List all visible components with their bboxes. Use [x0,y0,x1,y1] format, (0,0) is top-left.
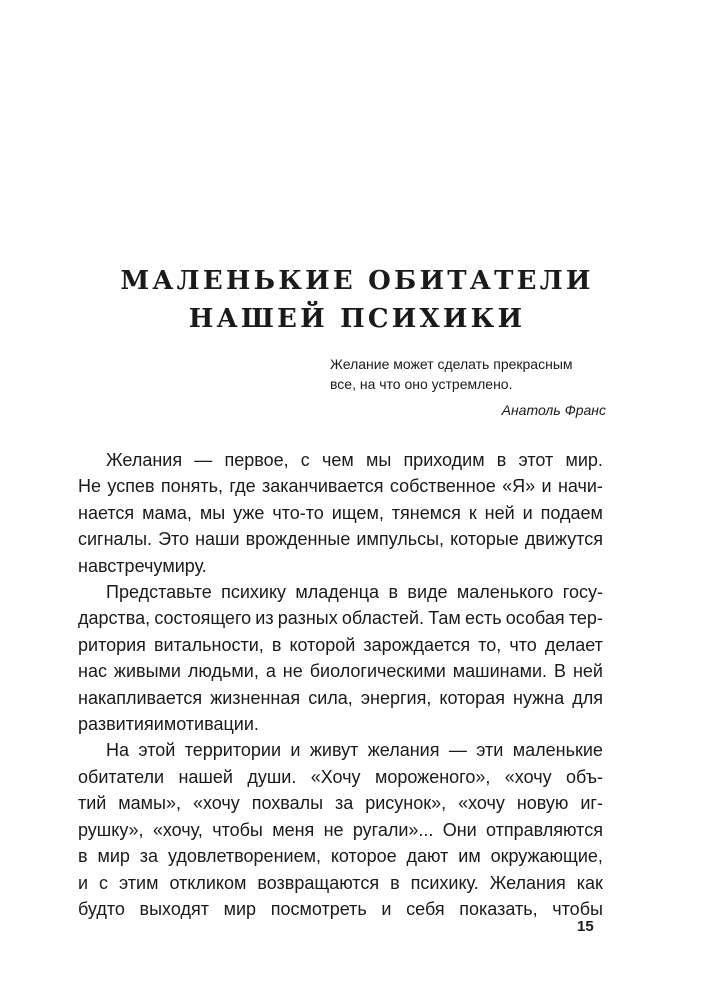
paragraph [78,447,603,579]
epigraph-quote [330,354,630,394]
text-line: Представьте психику младенца в виде маленького госу- [106,582,603,603]
epigraph-quote-line: Желание может сделать прекрасным [330,356,573,372]
text-line: сигналы. Это наши врожденные импульсы, которые движутся [78,529,603,550]
text-line: тий мамы», «хочу похвалы за рисунок», «хочу новую иг- [78,793,603,814]
text-line: развития и мотивации. [78,714,259,735]
text-line: обитатели нашей души. «Хочу мороженого», «хочу объ- [78,766,603,787]
text-line: навстречу миру. [78,555,207,576]
text-line: нас живыми людьми, а не биологическими машинами. В ней [78,661,603,682]
text-line: в мир за удовлетворением, которое дают им окружающие, [78,846,603,867]
text-line: будто выходят мир посмотреть и себя показать, чтобы [78,898,603,919]
chapter-title-line: НАШЕЙ ПСИХИКИ [188,304,526,334]
epigraph-author: Анатоль Франс [501,402,606,418]
paragraph [78,579,603,737]
chapter-title [0,262,714,338]
text-line: накапливается жизненная сила, энергия, которая нужна для [78,687,603,708]
text-line: ритория витальности, в которой зарождается то, что делает [78,634,603,655]
text-line: дарства, состоящего из разных областей. Там есть особая тер- [78,608,603,629]
paragraph [78,737,603,922]
text-line: нается мама, мы уже что-то ищем, тянемся к ней и подаем [78,502,603,523]
epigraph-quote-line: все, на что оно устремлено. [330,376,513,392]
text-line: Желания — первое, с чем мы приходим в этот мир. [106,450,603,470]
epigraph [330,354,630,420]
body-text [78,447,603,922]
text-line: и с этим откликом возвращаются в психику. Желания как [78,872,603,893]
text-line: Не успев понять, где заканчивается собственное «Я» и начи- [78,476,603,497]
chapter-title-line: МАЛЕНЬКИЕ ОБИТАТЕЛИ [120,266,594,296]
text-line: На этой территории и живут желания — эти маленькие [106,740,603,761]
text-line: рушку», «хочу, чтобы меня не ругали»... Они отправляются [78,819,603,840]
page-number: 15 [577,918,594,935]
